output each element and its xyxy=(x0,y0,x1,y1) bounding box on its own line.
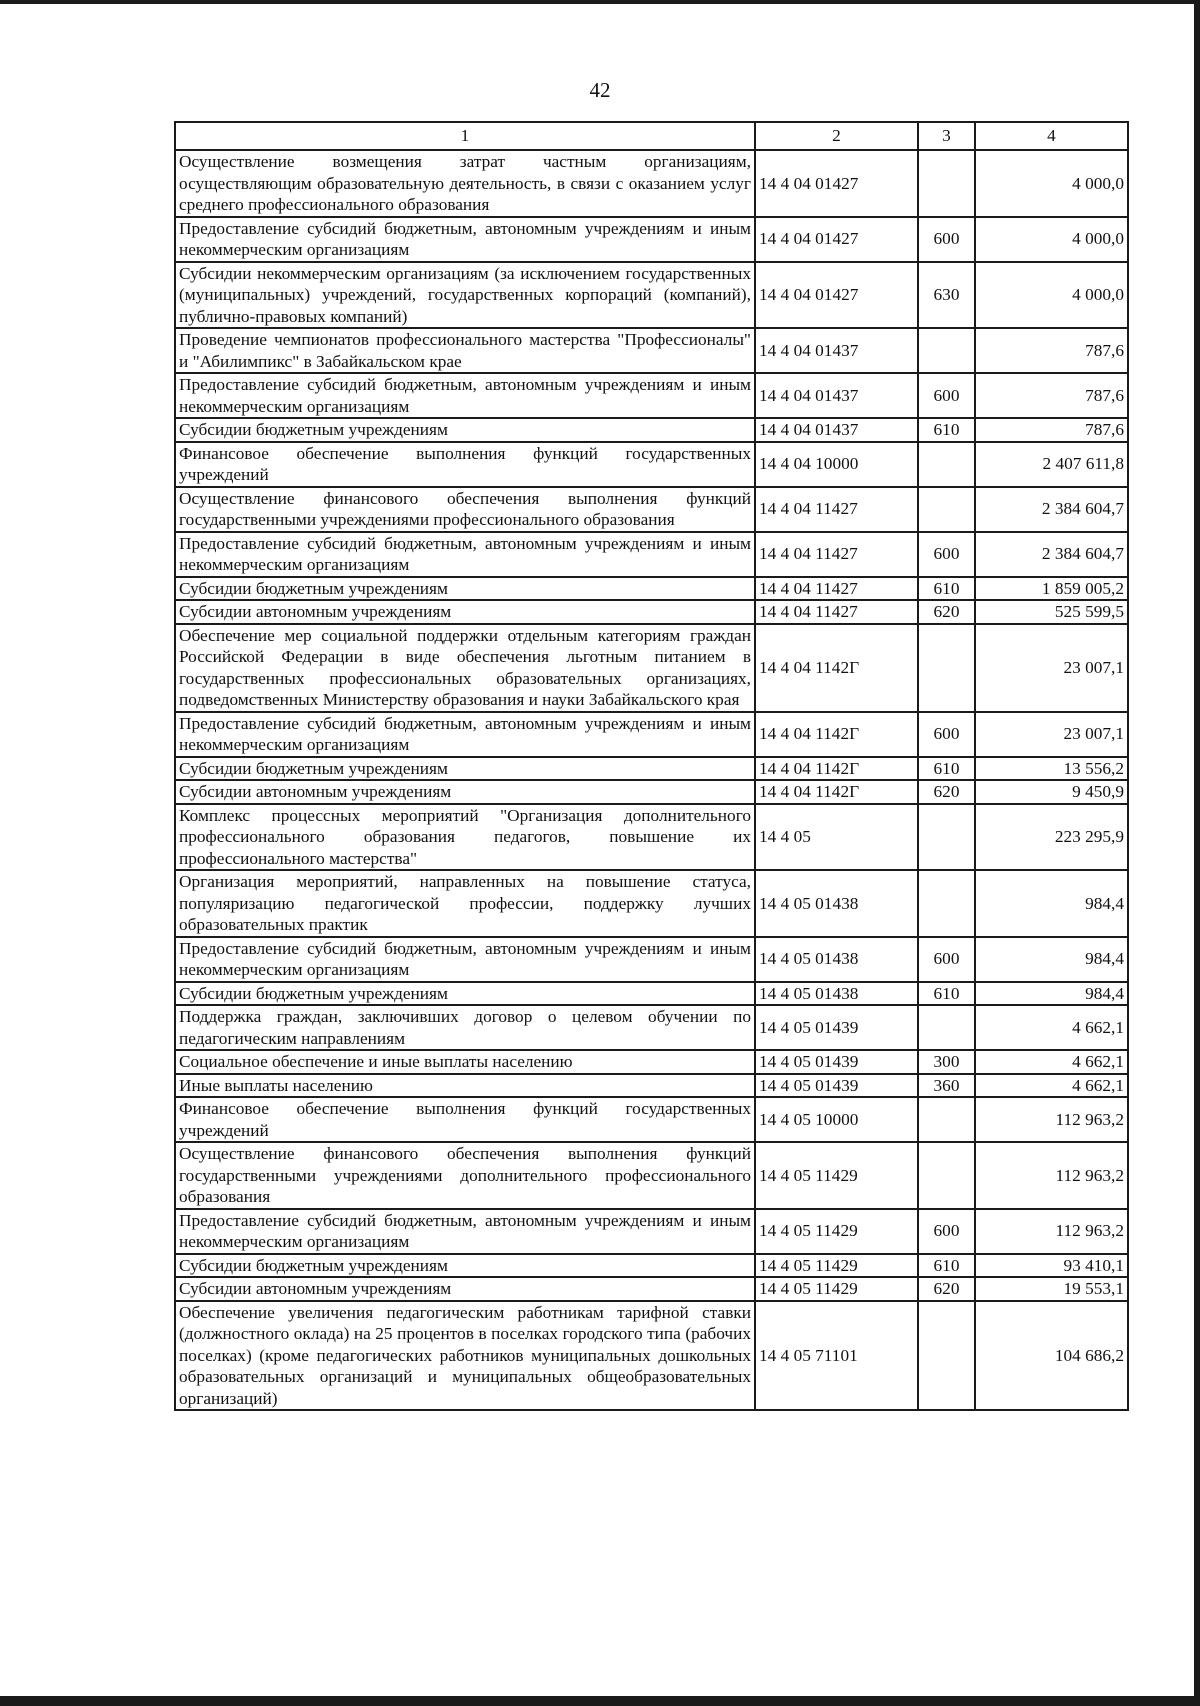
table-row xyxy=(175,217,1128,262)
row-code-cell: 14 4 05 01439 xyxy=(755,1074,918,1098)
row-name-cell: Комплекс процессных мероприятий "Организация дополнительного профессионального образования педагогов, повышение их профессионального мастерства" xyxy=(175,804,755,871)
row-code-cell: 14 4 04 11427 xyxy=(755,600,918,624)
row-code-cell: 14 4 04 1142Г xyxy=(755,624,918,712)
table-row xyxy=(175,870,1128,937)
table-row xyxy=(175,150,1128,217)
row-type-cell: 610 xyxy=(918,418,975,442)
row-type-cell: 600 xyxy=(918,532,975,577)
row-name-cell: Субсидии бюджетным учреждениям xyxy=(175,418,755,442)
row-amount-cell: 787,6 xyxy=(975,328,1128,373)
table-row xyxy=(175,418,1128,442)
table-row xyxy=(175,712,1128,757)
table-row xyxy=(175,532,1128,577)
row-name-cell: Осуществление финансового обеспечения выполнения функций государственными учреждениями дополнительного профессионального образования xyxy=(175,1142,755,1209)
row-code-cell: 14 4 04 11427 xyxy=(755,532,918,577)
table-row xyxy=(175,982,1128,1006)
row-type-cell xyxy=(918,624,975,712)
row-type-cell: 600 xyxy=(918,712,975,757)
row-type-cell: 600 xyxy=(918,937,975,982)
row-code-cell: 14 4 05 11429 xyxy=(755,1254,918,1278)
row-name-cell: Обеспечение увеличения педагогическим работникам тарифной ставки (должностного оклада) на 25 процентов в поселках городского типа (рабочих поселках) (кроме педагогических работников муниципальных дошкольных образовательных организаций и муниципальных общеобразовательных организаций) xyxy=(175,1301,755,1411)
row-amount-cell: 984,4 xyxy=(975,870,1128,937)
table-row xyxy=(175,1254,1128,1278)
row-amount-cell: 984,4 xyxy=(975,982,1128,1006)
row-name-cell: Социальное обеспечение и иные выплаты населению xyxy=(175,1050,755,1074)
row-name-cell: Субсидии бюджетным учреждениям xyxy=(175,982,755,1006)
row-code-cell: 14 4 05 01438 xyxy=(755,937,918,982)
scan-edge-right xyxy=(1194,0,1200,1706)
row-type-cell: 300 xyxy=(918,1050,975,1074)
column-header-code: 2 xyxy=(755,122,918,150)
table-row xyxy=(175,600,1128,624)
row-name-cell: Проведение чемпионатов профессионального мастерства "Профессионалы" и "Абилимпикс" в Забайкальском крае xyxy=(175,328,755,373)
table-row xyxy=(175,373,1128,418)
table-row xyxy=(175,757,1128,781)
row-type-cell xyxy=(918,1005,975,1050)
row-amount-cell: 4 000,0 xyxy=(975,217,1128,262)
row-type-cell: 620 xyxy=(918,600,975,624)
row-amount-cell: 4 662,1 xyxy=(975,1005,1128,1050)
row-code-cell: 14 4 05 71101 xyxy=(755,1301,918,1411)
row-name-cell: Финансовое обеспечение выполнения функций государственных учреждений xyxy=(175,1097,755,1142)
row-amount-cell: 93 410,1 xyxy=(975,1254,1128,1278)
row-type-cell: 620 xyxy=(918,780,975,804)
row-code-cell: 14 4 04 01427 xyxy=(755,217,918,262)
row-name-cell: Предоставление субсидий бюджетным, автономным учреждениям и иным некоммерческим организациям xyxy=(175,217,755,262)
row-type-cell xyxy=(918,1097,975,1142)
table-row xyxy=(175,262,1128,329)
row-name-cell: Предоставление субсидий бюджетным, автономным учреждениям и иным некоммерческим организациям xyxy=(175,712,755,757)
table-row xyxy=(175,487,1128,532)
row-amount-cell: 23 007,1 xyxy=(975,712,1128,757)
row-amount-cell: 2 384 604,7 xyxy=(975,487,1128,532)
column-header-name: 1 xyxy=(175,122,755,150)
row-name-cell: Субсидии некоммерческим организациям (за исключением государственных (муниципальных) учреждений, государственных корпораций (компаний), публично-правовых компаний) xyxy=(175,262,755,329)
row-code-cell: 14 4 04 01437 xyxy=(755,328,918,373)
row-amount-cell: 112 963,2 xyxy=(975,1142,1128,1209)
row-amount-cell: 984,4 xyxy=(975,937,1128,982)
row-code-cell: 14 4 04 01427 xyxy=(755,262,918,329)
row-code-cell: 14 4 05 01439 xyxy=(755,1050,918,1074)
row-name-cell: Предоставление субсидий бюджетным, автономным учреждениям и иным некоммерческим организациям xyxy=(175,937,755,982)
row-code-cell: 14 4 04 1142Г xyxy=(755,712,918,757)
row-type-cell: 360 xyxy=(918,1074,975,1098)
row-type-cell xyxy=(918,487,975,532)
row-name-cell: Предоставление субсидий бюджетным, автономным учреждениям и иным некоммерческим организациям xyxy=(175,532,755,577)
table-row xyxy=(175,1277,1128,1301)
row-code-cell: 14 4 05 xyxy=(755,804,918,871)
row-name-cell: Субсидии бюджетным учреждениям xyxy=(175,757,755,781)
row-amount-cell: 9 450,9 xyxy=(975,780,1128,804)
row-name-cell: Субсидии автономным учреждениям xyxy=(175,600,755,624)
row-name-cell: Предоставление субсидий бюджетным, автономным учреждениям и иным некоммерческим организациям xyxy=(175,373,755,418)
row-code-cell: 14 4 05 01438 xyxy=(755,870,918,937)
row-code-cell: 14 4 05 01439 xyxy=(755,1005,918,1050)
table-body xyxy=(175,150,1128,1410)
row-name-cell: Организация мероприятий, направленных на повышение статуса, популяризацию педагогической профессии, поддержку лучших образовательных практик xyxy=(175,870,755,937)
row-code-cell: 14 4 04 01437 xyxy=(755,373,918,418)
row-type-cell: 630 xyxy=(918,262,975,329)
row-type-cell: 600 xyxy=(918,1209,975,1254)
row-type-cell: 610 xyxy=(918,982,975,1006)
row-amount-cell: 112 963,2 xyxy=(975,1209,1128,1254)
row-name-cell: Поддержка граждан, заключивших договор о целевом обучении по педагогическим направлениям xyxy=(175,1005,755,1050)
row-amount-cell: 2 384 604,7 xyxy=(975,532,1128,577)
row-type-cell: 610 xyxy=(918,757,975,781)
row-type-cell: 600 xyxy=(918,373,975,418)
row-amount-cell: 104 686,2 xyxy=(975,1301,1128,1411)
row-code-cell: 14 4 05 01438 xyxy=(755,982,918,1006)
scan-edge-bottom xyxy=(0,1696,1200,1706)
row-type-cell xyxy=(918,150,975,217)
row-amount-cell: 787,6 xyxy=(975,373,1128,418)
table-header-row xyxy=(175,122,1128,150)
table-row xyxy=(175,1142,1128,1209)
row-code-cell: 14 4 05 11429 xyxy=(755,1142,918,1209)
row-code-cell: 14 4 05 10000 xyxy=(755,1097,918,1142)
row-type-cell: 610 xyxy=(918,577,975,601)
row-name-cell: Субсидии бюджетным учреждениям xyxy=(175,577,755,601)
column-header-amount: 4 xyxy=(975,122,1128,150)
page-number: 42 xyxy=(589,78,611,102)
row-name-cell: Финансовое обеспечение выполнения функций государственных учреждений xyxy=(175,442,755,487)
row-amount-cell: 4 662,1 xyxy=(975,1050,1128,1074)
row-amount-cell: 525 599,5 xyxy=(975,600,1128,624)
table-row xyxy=(175,937,1128,982)
table-row xyxy=(175,1301,1128,1411)
row-amount-cell: 2 407 611,8 xyxy=(975,442,1128,487)
column-header-type: 3 xyxy=(918,122,975,150)
scan-edge-top xyxy=(0,0,1200,4)
row-code-cell: 14 4 05 11429 xyxy=(755,1209,918,1254)
table-row xyxy=(175,804,1128,871)
table-row xyxy=(175,1074,1128,1098)
row-code-cell: 14 4 04 01437 xyxy=(755,418,918,442)
table-row xyxy=(175,1005,1128,1050)
row-amount-cell: 19 553,1 xyxy=(975,1277,1128,1301)
table-row xyxy=(175,1050,1128,1074)
row-code-cell: 14 4 05 11429 xyxy=(755,1277,918,1301)
row-name-cell: Осуществление возмещения затрат частным организациям, осуществляющим образовательную деятельность, в связи с оказанием услуг среднего профессионального образования xyxy=(175,150,755,217)
row-type-cell xyxy=(918,1142,975,1209)
row-amount-cell: 112 963,2 xyxy=(975,1097,1128,1142)
row-name-cell: Субсидии автономным учреждениям xyxy=(175,780,755,804)
row-name-cell: Субсидии автономным учреждениям xyxy=(175,1277,755,1301)
row-amount-cell: 787,6 xyxy=(975,418,1128,442)
row-type-cell: 610 xyxy=(918,1254,975,1278)
row-name-cell: Иные выплаты населению xyxy=(175,1074,755,1098)
row-type-cell: 620 xyxy=(918,1277,975,1301)
row-amount-cell: 4 000,0 xyxy=(975,150,1128,217)
row-amount-cell: 223 295,9 xyxy=(975,804,1128,871)
row-amount-cell: 4 662,1 xyxy=(975,1074,1128,1098)
table-row xyxy=(175,442,1128,487)
row-amount-cell: 23 007,1 xyxy=(975,624,1128,712)
row-type-cell xyxy=(918,870,975,937)
row-type-cell xyxy=(918,442,975,487)
row-code-cell: 14 4 04 11427 xyxy=(755,487,918,532)
row-name-cell: Предоставление субсидий бюджетным, автономным учреждениям и иным некоммерческим организациям xyxy=(175,1209,755,1254)
row-amount-cell: 13 556,2 xyxy=(975,757,1128,781)
row-amount-cell: 4 000,0 xyxy=(975,262,1128,329)
row-code-cell: 14 4 04 10000 xyxy=(755,442,918,487)
row-code-cell: 14 4 04 01427 xyxy=(755,150,918,217)
table-row xyxy=(175,577,1128,601)
row-code-cell: 14 4 04 11427 xyxy=(755,577,918,601)
row-name-cell: Субсидии бюджетным учреждениям xyxy=(175,1254,755,1278)
table-row xyxy=(175,1097,1128,1142)
row-type-cell xyxy=(918,804,975,871)
row-amount-cell: 1 859 005,2 xyxy=(975,577,1128,601)
row-code-cell: 14 4 04 1142Г xyxy=(755,780,918,804)
budget-table xyxy=(174,121,1129,1411)
row-type-cell xyxy=(918,1301,975,1411)
row-type-cell: 600 xyxy=(918,217,975,262)
row-type-cell xyxy=(918,328,975,373)
row-name-cell: Осуществление финансового обеспечения выполнения функций государственными учреждениями профессионального образования xyxy=(175,487,755,532)
table-row xyxy=(175,780,1128,804)
table-row xyxy=(175,1209,1128,1254)
table-row xyxy=(175,328,1128,373)
table-row xyxy=(175,624,1128,712)
row-code-cell: 14 4 04 1142Г xyxy=(755,757,918,781)
row-name-cell: Обеспечение мер социальной поддержки отдельным категориям граждан Российской Федерации в виде обеспечения льготным питанием в государственных профессиональных образовательных организациях, подведомственных Министерству образования и науки Забайкальского края xyxy=(175,624,755,712)
